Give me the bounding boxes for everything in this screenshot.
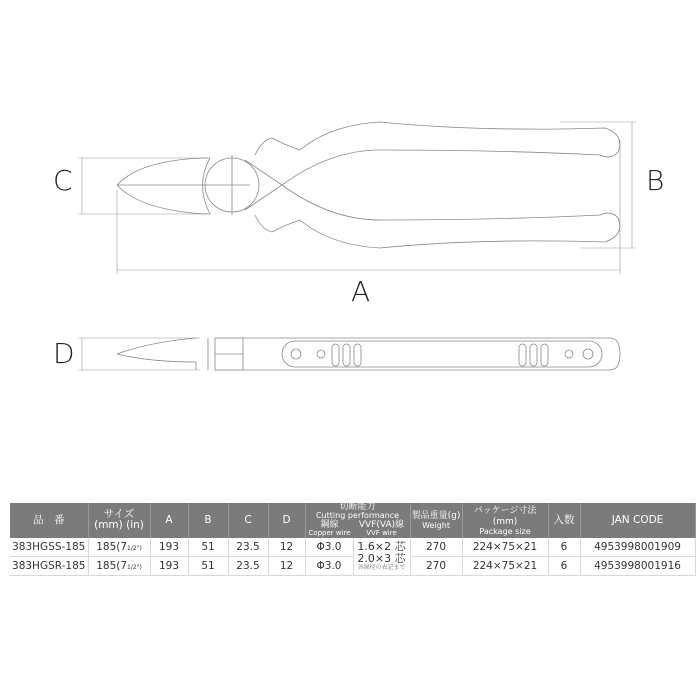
dimension-label-a: A (351, 275, 371, 308)
header-b: B (188, 503, 228, 538)
header-package (462, 503, 548, 538)
cell-jan: 4953998001916 (580, 556, 695, 575)
cell-vvf-2: 2.0×3 芯 (357, 551, 406, 565)
dimension-lines (78, 122, 636, 370)
cell-c: 23.5 (228, 538, 268, 557)
cell-package: 224×75×21 (462, 556, 548, 575)
header-cutting-en: Cutting performance (315, 511, 400, 521)
cell-part-no: 383HGSS-185 (10, 538, 88, 557)
spec-table (10, 503, 696, 576)
header-size (88, 503, 150, 538)
cell-size-in: 1/2") (127, 544, 142, 552)
header-jan: JAN CODE (580, 503, 695, 538)
header-weight (410, 503, 462, 538)
dimension-label-c: C (53, 164, 73, 197)
cell-weight: 270 (410, 556, 462, 575)
table-row (10, 556, 695, 575)
header-vvf-jp: VVF(VA)線 (358, 519, 405, 530)
header-a: A (150, 503, 188, 538)
cell-size-in: 1/2") (127, 563, 142, 571)
cell-d: 12 (268, 538, 305, 557)
dimension-label-b: B (646, 164, 665, 197)
header-size-units: (mm) (in) (94, 519, 144, 532)
cell-a: 193 (150, 556, 188, 575)
pliers-side-view (117, 338, 620, 370)
cell-vvf-note: 各線径の表記まで (357, 563, 406, 571)
header-package-jp: パッケージ寸法(mm) (473, 505, 537, 528)
header-package-en: Package size (479, 526, 531, 536)
header-weight-en: Weight (422, 520, 450, 530)
cell-package: 224×75×21 (462, 538, 548, 557)
header-qty: 入数 (548, 503, 580, 538)
cell-vvf-1: 1.6×2 芯 (357, 540, 406, 554)
header-copper-jp: 鋼線 (320, 519, 339, 530)
dimension-label-d: D (53, 337, 75, 370)
cell-jan: 4953998001909 (580, 538, 695, 557)
cell-weight: 270 (410, 538, 462, 557)
cell-part-no: 383HGSR-185 (10, 556, 88, 575)
cell-a: 193 (150, 538, 188, 557)
cell-b: 51 (188, 556, 228, 575)
cell-d: 12 (268, 556, 305, 575)
header-size-jp: サイズ (103, 508, 135, 521)
header-part-no: 品 番 (10, 503, 88, 538)
table-header-row (10, 503, 695, 538)
cell-c: 23.5 (228, 556, 268, 575)
header-cutting-jp: 切断能力 (339, 502, 376, 512)
cell-size-mm: 185(7 (96, 559, 128, 572)
header-copper-en: Copper wire (308, 529, 351, 538)
header-weight-jp: 製品重量(g) (411, 511, 461, 522)
cell-b: 51 (188, 538, 228, 557)
cell-copper: Φ3.0 (305, 556, 353, 575)
cell-size (88, 556, 150, 575)
cell-size-mm: 185(7 (96, 540, 128, 553)
header-c: C (228, 503, 268, 538)
header-cutting (305, 503, 410, 538)
table-row (10, 538, 695, 557)
pliers-top-view (117, 122, 620, 248)
cell-size (88, 538, 150, 557)
header-d: D (268, 503, 305, 538)
cell-qty: 6 (548, 538, 580, 557)
cell-copper: Φ3.0 (305, 538, 353, 557)
header-vvf-en: VVF wire (366, 529, 397, 538)
cell-qty: 6 (548, 556, 580, 575)
cell-vvf (353, 538, 410, 576)
